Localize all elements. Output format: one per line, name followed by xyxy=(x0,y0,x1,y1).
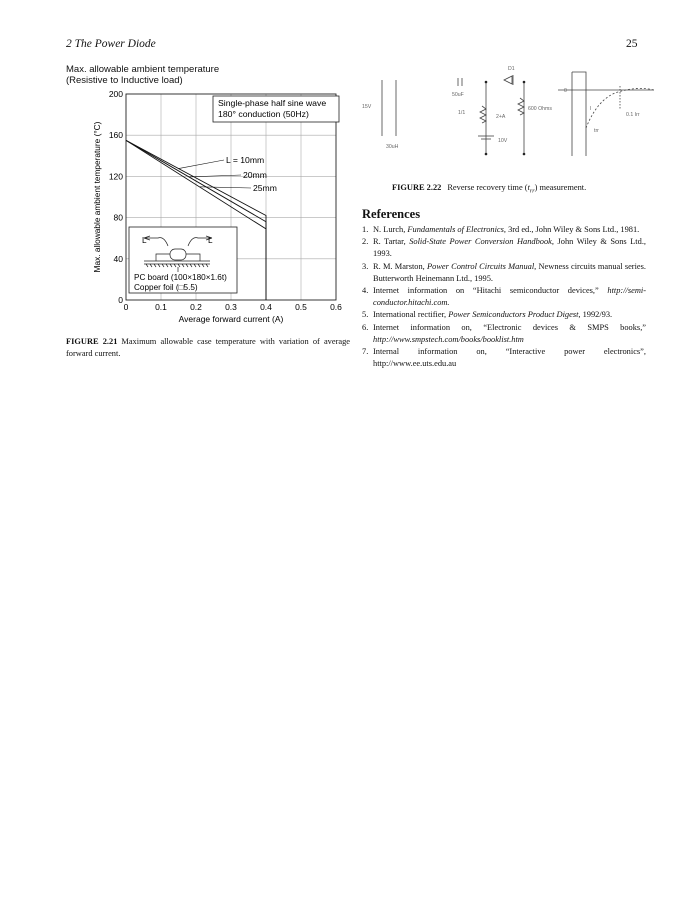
reference-item: 5. International rectifier, Power Semiconductors Product Digest, 1992/93. xyxy=(362,309,646,321)
x-tick-label: 0.4 xyxy=(260,302,272,312)
reference-item: 2. R. Tartar, Solid-State Power Conversion Handbook, John Wiley & Sons Ltd., 1993. xyxy=(362,237,647,259)
diode-d1-triangle xyxy=(504,76,512,84)
label-600-ohms: 600 Ohms xyxy=(528,106,552,112)
y-tick-label: 200 xyxy=(108,89,123,99)
series-annotation: L = 10mm xyxy=(226,155,265,165)
annotation-leader xyxy=(179,160,225,169)
inset-label-L-left: L xyxy=(142,236,147,245)
waveform-drop xyxy=(572,72,586,156)
figure-2-22-label: FIGURE 2.22 xyxy=(392,183,442,192)
page-number: 25 xyxy=(626,38,638,50)
reference-item: 7. Internal information on, “Interactive power electronics”, http://www.ee.uts.edu.au xyxy=(362,347,646,369)
node-bottom-middle xyxy=(485,153,488,156)
y-tick-label: 160 xyxy=(108,130,123,141)
label-ir: I xyxy=(590,106,592,112)
reference-title: Power Control Circuits Manual xyxy=(427,261,535,271)
reference-title: http://semi-conductor.hitachi.com. xyxy=(373,286,646,308)
legend-line2: 180° conduction (50Hz) xyxy=(218,109,309,119)
chart-title xyxy=(66,64,219,86)
y-tick-label: 40 xyxy=(113,253,123,264)
inset-label-board: PC board (100×180×1.6t) xyxy=(134,273,227,282)
reference-item: 3. R. M. Marston, Power Control Circuits Manual, Newness circuits manual series. Butterworth Heinemann Ltd., 1995. xyxy=(362,261,646,283)
references-heading: References xyxy=(362,207,421,221)
figure-2-21-text: Maximum allowable case temperature with variation of average forward current. xyxy=(66,337,350,358)
x-tick-label: 0 xyxy=(123,302,129,312)
x-tick-label: 0.6 xyxy=(330,302,342,312)
chart-title-line1: Max. allowable ambient temperature xyxy=(66,64,220,75)
y-tick-label: 80 xyxy=(113,212,123,223)
reference-item: 4. Internet information on “Hitachi semiconductor devices,” http://semi-conductor.hitachi.com. xyxy=(362,286,646,308)
x-tick-label: 0.2 xyxy=(190,302,202,312)
figure-2-22-text-before: Reverse recovery time ( xyxy=(447,183,528,192)
reference-number: 3. xyxy=(362,261,369,271)
reference-number: 2. xyxy=(362,237,369,247)
figure-2-22-var: t xyxy=(527,183,530,192)
x-tick-label: 0.1 xyxy=(155,302,167,312)
x-tick-label: 0.5 xyxy=(295,302,307,312)
label-30uh: 30uH xyxy=(386,144,399,150)
label-zero: 0 xyxy=(564,88,567,94)
figure-2-22-caption xyxy=(392,183,586,195)
node-top-right xyxy=(523,81,526,84)
node-bottom-right xyxy=(523,153,526,156)
references-list xyxy=(362,224,646,370)
reference-title: http://www.smpstech.com/books/booklist.htm xyxy=(373,334,524,344)
figure-2-22-text-after: ) measurement. xyxy=(534,183,587,192)
reference-item: 6. Internet information on, “Electronic devices & SMPS books,” http://www.smpstech.com/books/booklist.htm xyxy=(362,322,646,344)
inset-label-L-right: L xyxy=(208,236,213,245)
reference-title: Fundamentals of Electronics xyxy=(407,225,504,234)
annotation-layer xyxy=(179,155,277,193)
label-irr: 0.1 Irr xyxy=(626,112,640,118)
reference-title: Solid-State Power Conversion Handbook xyxy=(409,237,552,247)
y-tick-label: 120 xyxy=(108,171,123,182)
label-d1: D1 xyxy=(508,66,515,72)
reference-title: Power Semiconductors Product Digest xyxy=(448,310,579,320)
resistor-1 xyxy=(480,106,486,123)
label-10v: 10V xyxy=(498,138,508,144)
chart-title-line2: (Resistive to Inductive load) xyxy=(66,75,183,86)
legend-line1: Single-phase half sine wave xyxy=(218,98,327,108)
reference-number: 5. xyxy=(362,310,369,320)
reference-number: 7. xyxy=(362,347,369,357)
reference-number: 6. xyxy=(362,322,369,332)
running-header-title: 2 The Power Diode xyxy=(66,38,156,50)
figure-2-22-sub: rr xyxy=(529,188,535,195)
label-r2: 2+A xyxy=(496,114,506,120)
reference-number: 4. xyxy=(362,286,369,296)
label-r1: 1/1 xyxy=(458,110,466,116)
x-axis-label: Average forward current (A) xyxy=(178,314,284,324)
series-annotation: 25mm xyxy=(253,183,277,193)
reference-item: 1. N. Lurch, Fundamentals of Electronics, 3rd ed., John Wiley & Sons Ltd., 1981. xyxy=(362,224,646,236)
node-top-middle xyxy=(485,81,488,84)
series-annotation: 20mm xyxy=(243,170,267,180)
x-tick-label: 0.3 xyxy=(225,302,237,312)
resistor-600 xyxy=(518,98,524,115)
reverse-recovery-circuit xyxy=(358,58,658,178)
label-50uf: 50uF xyxy=(452,92,464,98)
temperature-chart xyxy=(60,86,360,328)
figure-2-21-label: FIGURE 2.21 xyxy=(66,337,118,346)
label-15v: 15V xyxy=(362,104,372,110)
label-trr: trr xyxy=(594,128,599,134)
y-tick-label: 0 xyxy=(118,295,123,305)
y-axis-label: Max. allowable ambient temperature (°C) xyxy=(92,121,102,273)
reference-number: 1. xyxy=(362,225,369,234)
figure-2-21-caption xyxy=(66,336,350,360)
inset-label-foil: Copper foil (□5.5) xyxy=(134,283,198,292)
